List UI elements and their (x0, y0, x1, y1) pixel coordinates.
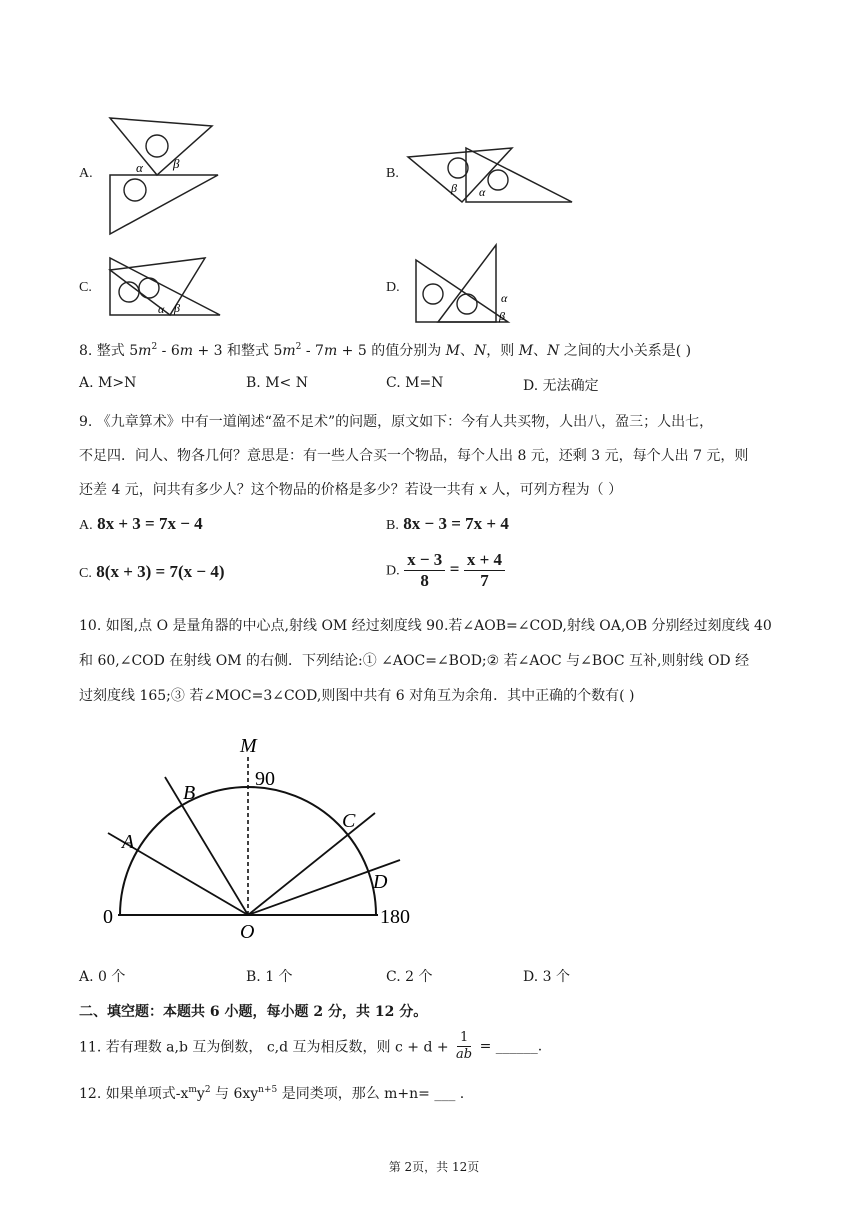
alpha-label: α (479, 185, 486, 199)
question-11: 11. 若有理数 a,b 互为倒数， c,d 互为相反数，则 c + d + $\frac{1}{ab}$ = ______. (79, 1030, 543, 1062)
protractor-figure (90, 725, 430, 945)
circle-shape (488, 170, 508, 190)
option-c: C. 8(x + 3) = 7(x − 4) (79, 562, 225, 581)
option-d: D. $\frac{x - 3}{8}$ = $\frac{x + 4}{7}$ (386, 550, 505, 591)
question-12: 12. 如果单项式$-x^my^2$ 与 $6xy^{n+5}$ 是同类项，那么 m+n= ___ . (79, 1085, 465, 1102)
fraction: $\frac{x - 3}{8}$ (404, 550, 445, 591)
alpha-label: α (158, 302, 165, 316)
question-10-line-3: 过刻度线 165;③ 若∠MOC=3∠COD,则图中共有 6 对角互为余角．其中正确的个数有( ) (79, 688, 635, 704)
ray-ob (165, 777, 248, 915)
beta-label: β (499, 309, 505, 323)
question-9-line-2: 不足四．问人、物各几何？意思是：有一些人合买一个物品，每个人出 8 元，还剩 3 元，每个人出 7 元，则 (79, 448, 749, 464)
alpha-label: α (501, 291, 508, 305)
option-c: C. M=N (386, 375, 444, 391)
figure-option-c (100, 250, 230, 325)
label-o: O (240, 921, 255, 943)
fraction: $\frac{1}{ab}$ (456, 1030, 473, 1062)
option-c: C. 2 个 (386, 969, 433, 985)
figure-option-d (408, 240, 528, 330)
option-d-label: D. (386, 280, 400, 295)
question-9-line-3: 还差 4 元，问共有多少人？这个物品的价格是多少？若设一共有 x 人，可列方程为（ ） (79, 482, 623, 498)
option-b: B. M< N (246, 375, 308, 391)
option-d: D. 无法确定 (523, 378, 599, 394)
label-d: D (373, 871, 388, 893)
question-9-line-1: 9. 《九章算术》中有一道阐述“盈不足术”的问题，原文如下：今有人共买物，人出八，盈三；人出七， (79, 414, 714, 430)
figure-option-a (100, 110, 230, 240)
triangle-shape (408, 148, 512, 202)
triangle-shape (110, 118, 212, 175)
label-180: 180 (380, 906, 410, 928)
label-m: M (240, 735, 257, 757)
section-heading: 二、填空题：本题共 6 小题，每小题 2 分，共 12 分。 (79, 1004, 428, 1020)
label-b: B (183, 782, 196, 804)
question-10-line-1: 10. 如图,点 O 是量角器的中心点,射线 OM 经过刻度线 90.若∠AOB=∠COD,射线 OA,OB 分别经过刻度线 40 (79, 618, 772, 634)
label-0: 0 (103, 906, 113, 928)
option-a: A. 0 个 (79, 969, 126, 985)
fraction: $\frac{x + 4}{7}$ (464, 550, 505, 591)
label-c: C (342, 810, 356, 832)
beta-label: β (174, 301, 180, 315)
beta-label: β (173, 156, 180, 171)
triangle-shape (110, 258, 220, 315)
option-b-label: B. (386, 166, 399, 181)
option-b: B. 8x − 3 = 7x + 4 (386, 514, 509, 533)
circle-shape (146, 135, 168, 157)
question-8: 8. 整式 $5m^2 - 6m + 3$ 和整式 $5m^2 - 7m + 5$ 的值分别为 M、N，则 M、N 之间的大小关系是( ) (79, 342, 692, 359)
option-a-label: A. (79, 166, 93, 181)
figure-option-b (400, 140, 580, 210)
circle-shape (448, 158, 468, 178)
page-number-footer: 第 2页，共 12页 (388, 1160, 480, 1174)
circle-shape (423, 284, 443, 304)
beta-label: β (451, 181, 457, 195)
option-b: B. 1 个 (246, 969, 293, 985)
triangle-shape (438, 245, 496, 322)
circle-shape (457, 294, 477, 314)
question-10-line-2: 和 60,∠COD 在射线 OM 的右侧．下列结论:① ∠AOC=∠BOD;② 若∠AOC 与∠BOC 互补,则射线 OD 经 (79, 653, 750, 669)
circle-shape (124, 179, 146, 201)
label-a: A (122, 831, 135, 853)
label-90: 90 (255, 768, 275, 790)
option-d: D. 3 个 (523, 969, 570, 985)
alpha-label: α (136, 160, 143, 175)
option-a: A. M>N (79, 375, 137, 391)
ray-oc (248, 813, 375, 915)
option-a: A. 8x + 3 = 7x − 4 (79, 514, 203, 533)
circle-shape (139, 278, 159, 298)
option-c-label: C. (79, 280, 92, 295)
